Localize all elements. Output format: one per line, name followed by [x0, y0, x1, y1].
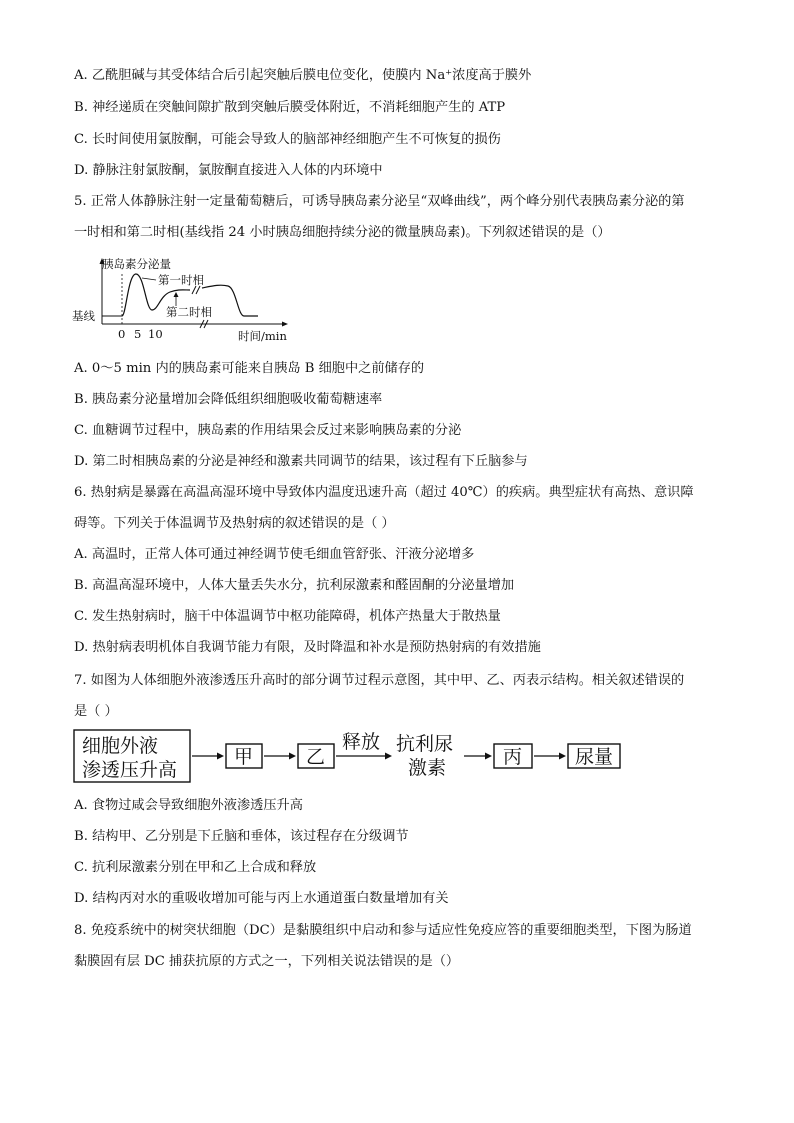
arrow-4-head	[485, 753, 492, 760]
q6-stem-line1: 6. 热射病是暴露在高温高湿环境中导致体内温度迅速升高（超过 40℃）的疾病。典型症状有高热、意识障	[74, 485, 694, 500]
tick-5: 5	[134, 327, 142, 341]
q7-option-b: B. 结构甲、乙分别是下丘脑和垂体，该过程存在分级调节	[74, 829, 409, 844]
q4-option-c: C. 长时间使用氯胺酮，可能会导致人的脑部神经细胞产生不可恢复的损伤	[74, 132, 501, 147]
q4-option-b: B. 神经递质在突触间隙扩散到突触后膜受体附近，不消耗细胞产生的 ATP	[74, 100, 506, 115]
hormone-line2: 激素	[408, 757, 447, 779]
box-urine-label: 尿量	[575, 746, 614, 768]
insulin-secretion-figure	[72, 254, 292, 346]
box1-line1: 细胞外液	[82, 735, 159, 757]
x-axis-label: 时间/min	[238, 329, 287, 343]
box-jia-label: 甲	[234, 746, 254, 768]
curve-break-1	[192, 286, 196, 294]
q6-option-d: D. 热射病表明机体自我调节能力有限，及时降温和补水是预防热射病的有效措施	[74, 640, 541, 655]
box-yi-label: 乙	[306, 746, 326, 768]
q6-stem-line2: 碍等。下列关于体温调节及热射病的叙述错误的是（ ）	[74, 516, 395, 531]
q4-option-d: D. 静脉注射氯胺酮，氯胺酮直接进入人体的内环境中	[74, 163, 383, 178]
q5-option-b: B. 胰岛素分泌量增加会降低组织细胞吸收葡萄糖速率	[74, 392, 383, 407]
q7-option-c: C. 抗利尿激素分别在甲和乙上合成和释放	[74, 860, 317, 875]
q6-option-b: B. 高温高湿环境中，人体大量丢失水分，抗利尿激素和醛固酮的分泌量增加	[74, 578, 515, 593]
x-axis-arrow	[282, 322, 288, 327]
q6-option-c: C. 发生热射病时，脑干中体温调节中枢功能障碍，机体产热量大于散热量	[74, 609, 501, 624]
q8-stem-line1: 8. 免疫系统中的树突状细胞（DC）是黏膜组织中启动和参与适应性免疫应答的重要细胞类型，下图为肠道	[74, 923, 692, 938]
arrow-3-head	[385, 753, 392, 760]
q5-option-d: D. 第二时相胰岛素的分泌是神经和激素共同调节的结果，该过程有下丘脑参与	[74, 454, 528, 469]
arrow-5-head	[559, 753, 566, 760]
box1-line2: 渗透压升高	[82, 759, 178, 781]
box-bing-label: 丙	[503, 746, 523, 768]
arrow-1-head	[217, 753, 224, 760]
curve-break-2	[196, 286, 200, 294]
q7-option-d: D. 结构丙对水的重吸收增加可能与丙上水通道蛋白数量增加有关	[74, 891, 449, 906]
q7-stem-line1: 7. 如图为人体细胞外液渗透压升高时的部分调节过程示意图，其中甲、乙、丙表示结构。相关叙述错误的	[74, 673, 685, 688]
q8-stem-line2: 黏膜固有层 DC 捕获抗原的方式之一，下列相关说法错误的是（）	[74, 954, 460, 969]
q6-option-a: A. 高温时，正常人体可通过神经调节使毛细血管舒张、汗液分泌增多	[74, 547, 475, 562]
baseline-label: 基线	[72, 309, 95, 323]
q5-option-a: A. 0～5 min 内的胰岛素可能来自胰岛 B 细胞中之前储存的	[74, 361, 425, 376]
q5-stem-line2: 一时相和第二时相(基线指 24 小时胰岛细胞持续分泌的微量胰岛素)。下列叙述错误的是（）	[74, 225, 611, 240]
osmotic-regulation-flowchart	[72, 728, 632, 786]
tick-10: 10	[148, 327, 163, 341]
tick-0: 0	[118, 327, 126, 341]
phase1-pointer	[142, 278, 156, 280]
y-axis-label: 胰岛素分泌量	[102, 257, 171, 271]
q4-option-a: A. 乙酰胆碱与其受体结合后引起突触后膜电位变化，使膜内 Na⁺浓度高于膜外	[74, 68, 532, 83]
q5-option-c: C. 血糖调节过程中，胰岛素的作用结果会反过来影响胰岛素的分泌	[74, 423, 462, 438]
phase2-label: 第二时相	[166, 305, 212, 319]
q7-stem-line2: 是（ ）	[74, 704, 118, 719]
q5-stem-line1: 5. 正常人体静脉注射一定量葡萄糖后，可诱导胰岛素分泌呈“双峰曲线”，两个峰分别代表胰岛素分泌的第	[74, 194, 685, 209]
arrow-2-head	[289, 753, 296, 760]
hormone-line1: 抗利尿	[396, 733, 454, 755]
q7-option-a: A. 食物过咸会导致细胞外液渗透压升高	[74, 798, 303, 813]
phase1-label: 第一时相	[158, 273, 204, 287]
release-label: 释放	[342, 731, 381, 753]
phase2-arrow	[174, 292, 179, 297]
